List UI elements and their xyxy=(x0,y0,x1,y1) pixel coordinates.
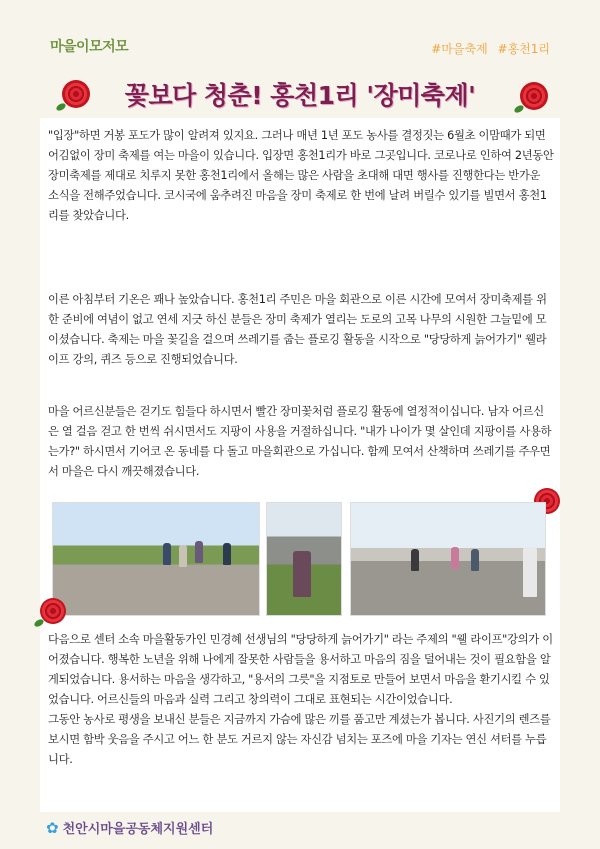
rose-icon xyxy=(520,82,548,110)
paragraph-lecture xyxy=(48,630,554,770)
org-name: 천안시마을공동체지원센터 xyxy=(62,822,214,837)
rose-icon xyxy=(40,598,66,624)
rose-icon xyxy=(62,80,90,108)
page-title: 꽃보다 청춘! 홍천1리 '장미축제' xyxy=(124,81,476,110)
paragraph-plogging: 마을 어르신분들은 걷기도 힘들다 하시면서 빨간 장미꽃처럼 플로깅 활동에 열정적이십니다. 남자 어르신은 열 걸음 걷고 한 번씩 쉬시면서도 지팡이 사용을 거절하십니다. "내가 나이가 몇 살인데 지팡이를 사용하는가?" 하시면서 기어코 온 동네를 다 돌고 마을회관으로 가십니다. 함께 모여서 산책하며 쓰레기를 주우면서 마을은 다시 깨끗해졌습니다. xyxy=(48,405,552,478)
hashtag: #홍천1리 xyxy=(497,42,550,56)
title-banner xyxy=(0,74,600,118)
paragraph-lecture-a: 다음으로 센터 소속 마을활동가인 민경혜 선생님의 "당당하게 늙어가기" 라는 주제의 "웰 라이프"강의가 이어졌습니다. 행복한 노년을 위해 나에게 잘못한 사람들을 용서하고 마음의 짐을 덜어내는 것이 필요함을 알게되었습니다. 용서하는 마음을 생각하고, "용서의 그릇"을 지점토로 만들어 보면서 마음을 환기시킬 수 있었습니다. 어르신들의 마음과 실력 그리고 창의력이 그대로 표현되는 시간이었습니다. xyxy=(48,633,553,706)
hashtag: #마을축제 xyxy=(431,42,488,56)
paragraph-lecture-b: 그동안 농사로 평생을 보내신 분들은 지금까지 가슴에 많은 끼를 품고만 계셨는가 봅니다. 사진기의 렌즈를 보시면 함박 웃음을 주시고 어느 한 분도 거르지 않는 자신감 넘치는 포즈에 마을 기자는 연신 셔터를 누릅니다. xyxy=(48,713,551,766)
brand-text: 마을이모저모 xyxy=(50,39,129,55)
brand-logo xyxy=(50,36,128,56)
photo-village-walk xyxy=(350,502,546,616)
paragraph-intro: "입장"하면 거봉 포도가 많이 알려져 있지요. 그러나 매년 1년 포도 농사를 결정짓는 6월초 이맘때가 되면 어김없이 장미 축제를 여는 마을이 있습니다. 입장면 홍천1리가 바로 그곳입니다. 코로나로 인하여 2년동안 장미축제를 제대로 치루지 못한 홍천1리에서 올해는 많은 사람을 초대해 대면 행사를 진행한다는 반가운 소식을 전해주었습니다. 코시국에 움추려진 마음을 장미 축제로 한 번에 날려 버릴수 있기를 빌면서 홍천1리를 찾았습니다. xyxy=(48,129,554,222)
photo-picking-trash xyxy=(266,502,342,616)
photo-plogging-road xyxy=(52,502,260,616)
hashtags xyxy=(425,40,550,57)
footer-org xyxy=(46,818,213,837)
paragraph-morning: 이른 아침부터 기온은 꽤나 높았습니다. 홍천1리 주민은 마을 회관으로 이른 시간에 모여서 장미축제를 위한 준비에 여념이 없고 연세 지긋 하신 분들은 장미 축제가 열리는 도로의 고목 나무의 시원한 그늘밑에 모이셨습니다. 축제는 마을 꽃길을 걸으며 쓰레기를 줍는 플로깅 활동을 시작으로 "당당하게 늙어가기" 웰라이프 강의, 퀴즈 등으로 진행되었습니다. xyxy=(48,293,547,366)
person-icon: ✿ xyxy=(46,819,59,837)
